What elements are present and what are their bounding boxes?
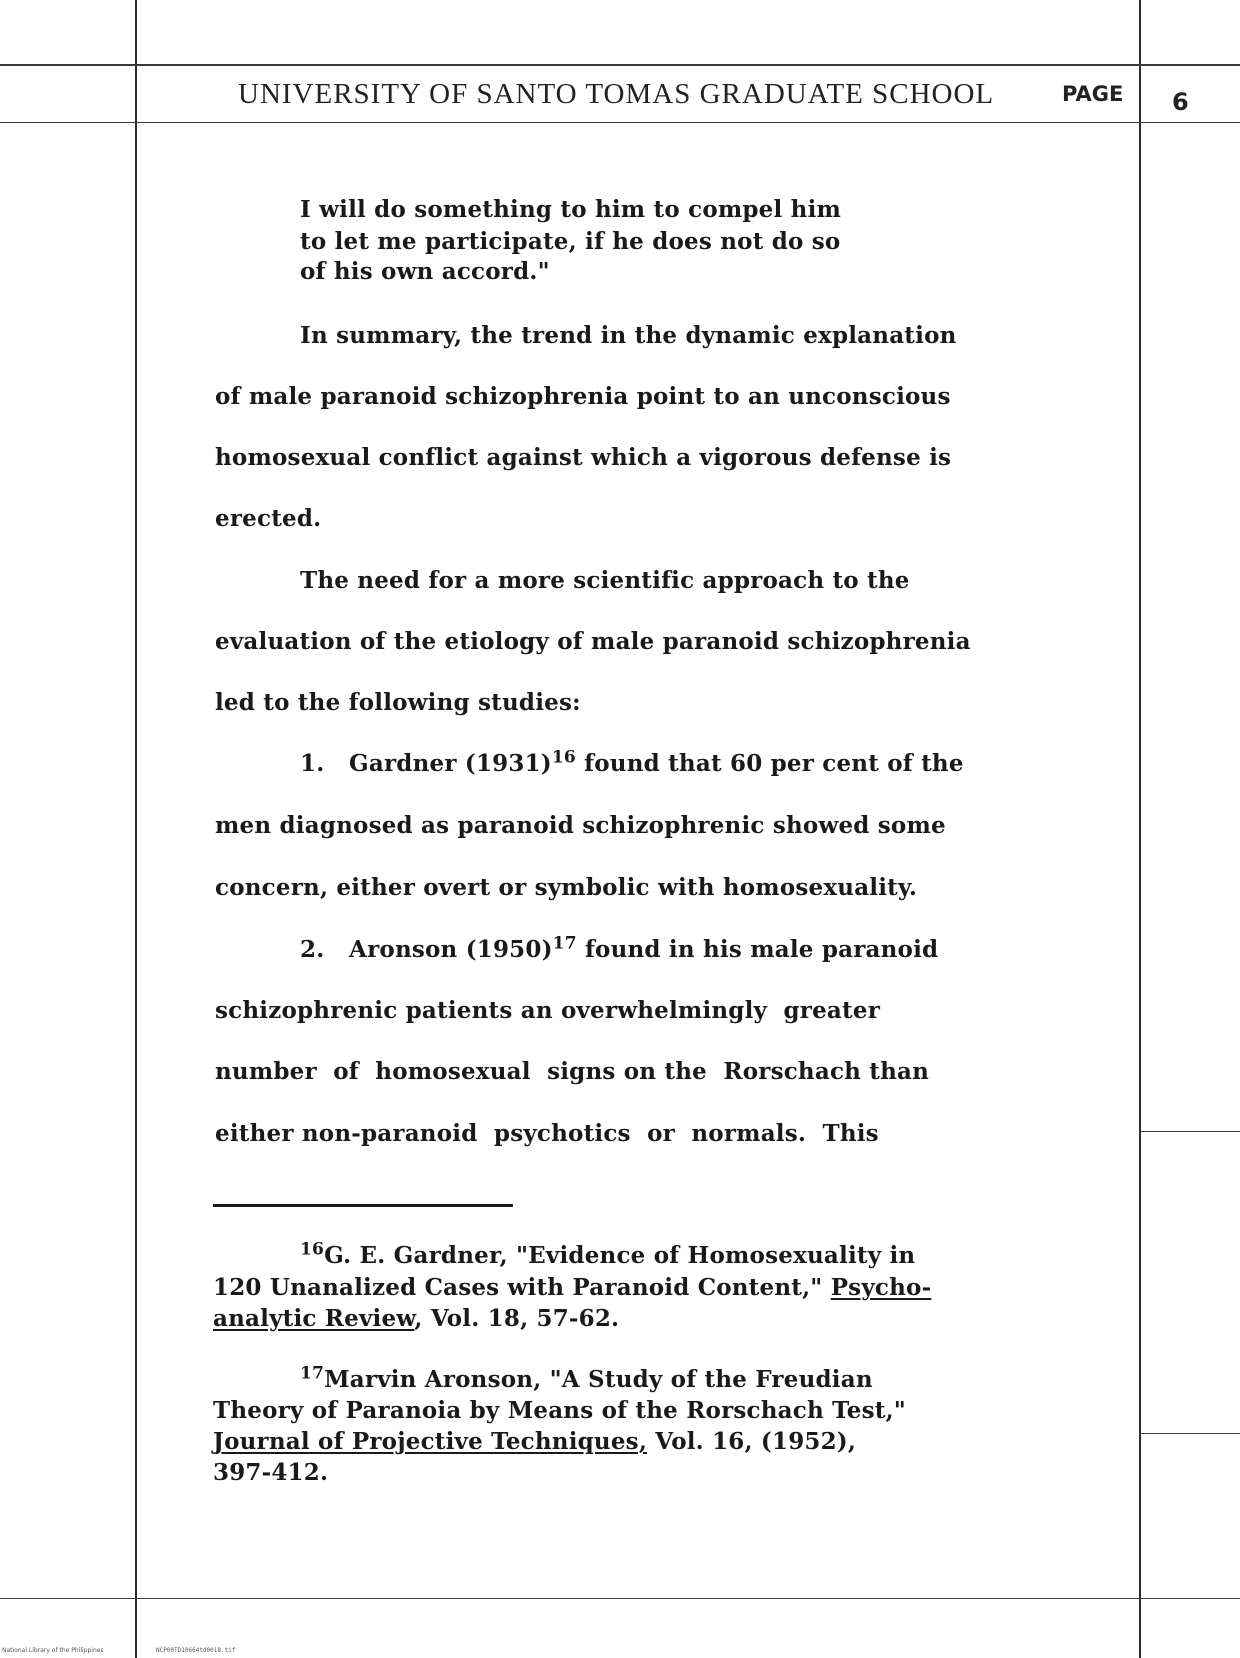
study-item-line: number of homosexual signs on the Rorschach than	[215, 1058, 930, 1085]
footnote-line	[213, 1305, 619, 1332]
quote-line: I will do something to him to compel him	[300, 196, 842, 223]
study-item-text: found in his male paranoid	[584, 936, 939, 963]
study-item-line: concern, either overt or symbolic with homosexuality.	[215, 874, 918, 901]
footnote-text: G. E. Gardner, "Evidence of Homosexuality in	[324, 1242, 916, 1269]
summary-line: homosexual conflict against which a vigorous defense is	[215, 444, 952, 471]
footnote-line: Theory of Paranoia by Means of the Rorschach Test,"	[213, 1397, 906, 1424]
footnote-17	[300, 1363, 873, 1393]
right-margin-rule	[1139, 0, 1141, 1658]
need-line: evaluation of the etiology of male paranoid schizophrenia	[215, 628, 971, 655]
footer-rule	[0, 1598, 1240, 1599]
study-item-1	[300, 747, 964, 777]
footnote-ref: 17	[552, 933, 577, 954]
study-item-text: found that 60 per cent of the	[584, 750, 964, 777]
footnote-text: Vol. 16, (1952),	[647, 1428, 857, 1455]
footnote-number: 17	[300, 1363, 325, 1384]
study-item-author: Gardner (1931)	[349, 750, 552, 777]
footnote-16	[300, 1239, 916, 1269]
footnote-text: 120 Unanalized Cases with Paranoid Content,"	[213, 1274, 831, 1301]
journal-title: analytic Review	[213, 1305, 415, 1332]
footnote-line	[213, 1428, 856, 1455]
header-top-rule	[0, 64, 1240, 66]
footnote-line: 397-412.	[213, 1459, 329, 1486]
header-bottom-rule	[0, 122, 1240, 123]
footnote-divider	[213, 1204, 513, 1207]
study-item-number: 2.	[300, 936, 325, 963]
footnote-line	[213, 1274, 931, 1301]
scanner-attribution: National Library of the Philippines	[2, 1647, 104, 1654]
page-number: 6	[1172, 88, 1189, 116]
study-item-2	[300, 933, 939, 963]
journal-title: Journal of Projective Techniques,	[213, 1428, 648, 1455]
study-item-line: men diagnosed as paranoid schizophrenic showed some	[215, 812, 946, 839]
right-margin-mark-2	[1139, 1433, 1240, 1434]
summary-line: of male paranoid schizophrenia point to an unconscious	[215, 383, 951, 410]
right-margin-mark-1	[1139, 1131, 1240, 1132]
footnote-text: , Vol. 18, 57-62.	[414, 1305, 620, 1332]
summary-line: erected.	[215, 505, 322, 532]
journal-title: Psycho-	[830, 1274, 932, 1301]
page-header-label: PAGE	[1062, 82, 1124, 106]
need-line: led to the following studies:	[215, 689, 581, 716]
study-item-line: schizophrenic patients an overwhelmingly greater	[215, 997, 881, 1024]
scanner-filename: NCP00TD10664td0018.tif	[156, 1647, 236, 1654]
footnote-number: 16	[300, 1239, 325, 1260]
footnote-text: Marvin Aronson, "A Study of the Freudian	[324, 1366, 873, 1393]
study-item-author: Aronson (1950)	[349, 936, 553, 963]
quote-line: of his own accord."	[300, 258, 550, 285]
summary-line: In summary, the trend in the dynamic explanation	[300, 322, 957, 349]
need-line: The need for a more scientific approach to the	[300, 567, 910, 594]
study-item-number: 1.	[300, 750, 325, 777]
quote-line: to let me participate, if he does not do so	[300, 228, 841, 255]
page-header-title: UNIVERSITY OF SANTO TOMAS GRADUATE SCHOOL	[238, 78, 995, 110]
footnote-ref: 16	[551, 747, 576, 768]
study-item-line: either non-paranoid psychotics or normals. This	[215, 1120, 879, 1147]
left-margin-rule	[135, 0, 137, 1658]
